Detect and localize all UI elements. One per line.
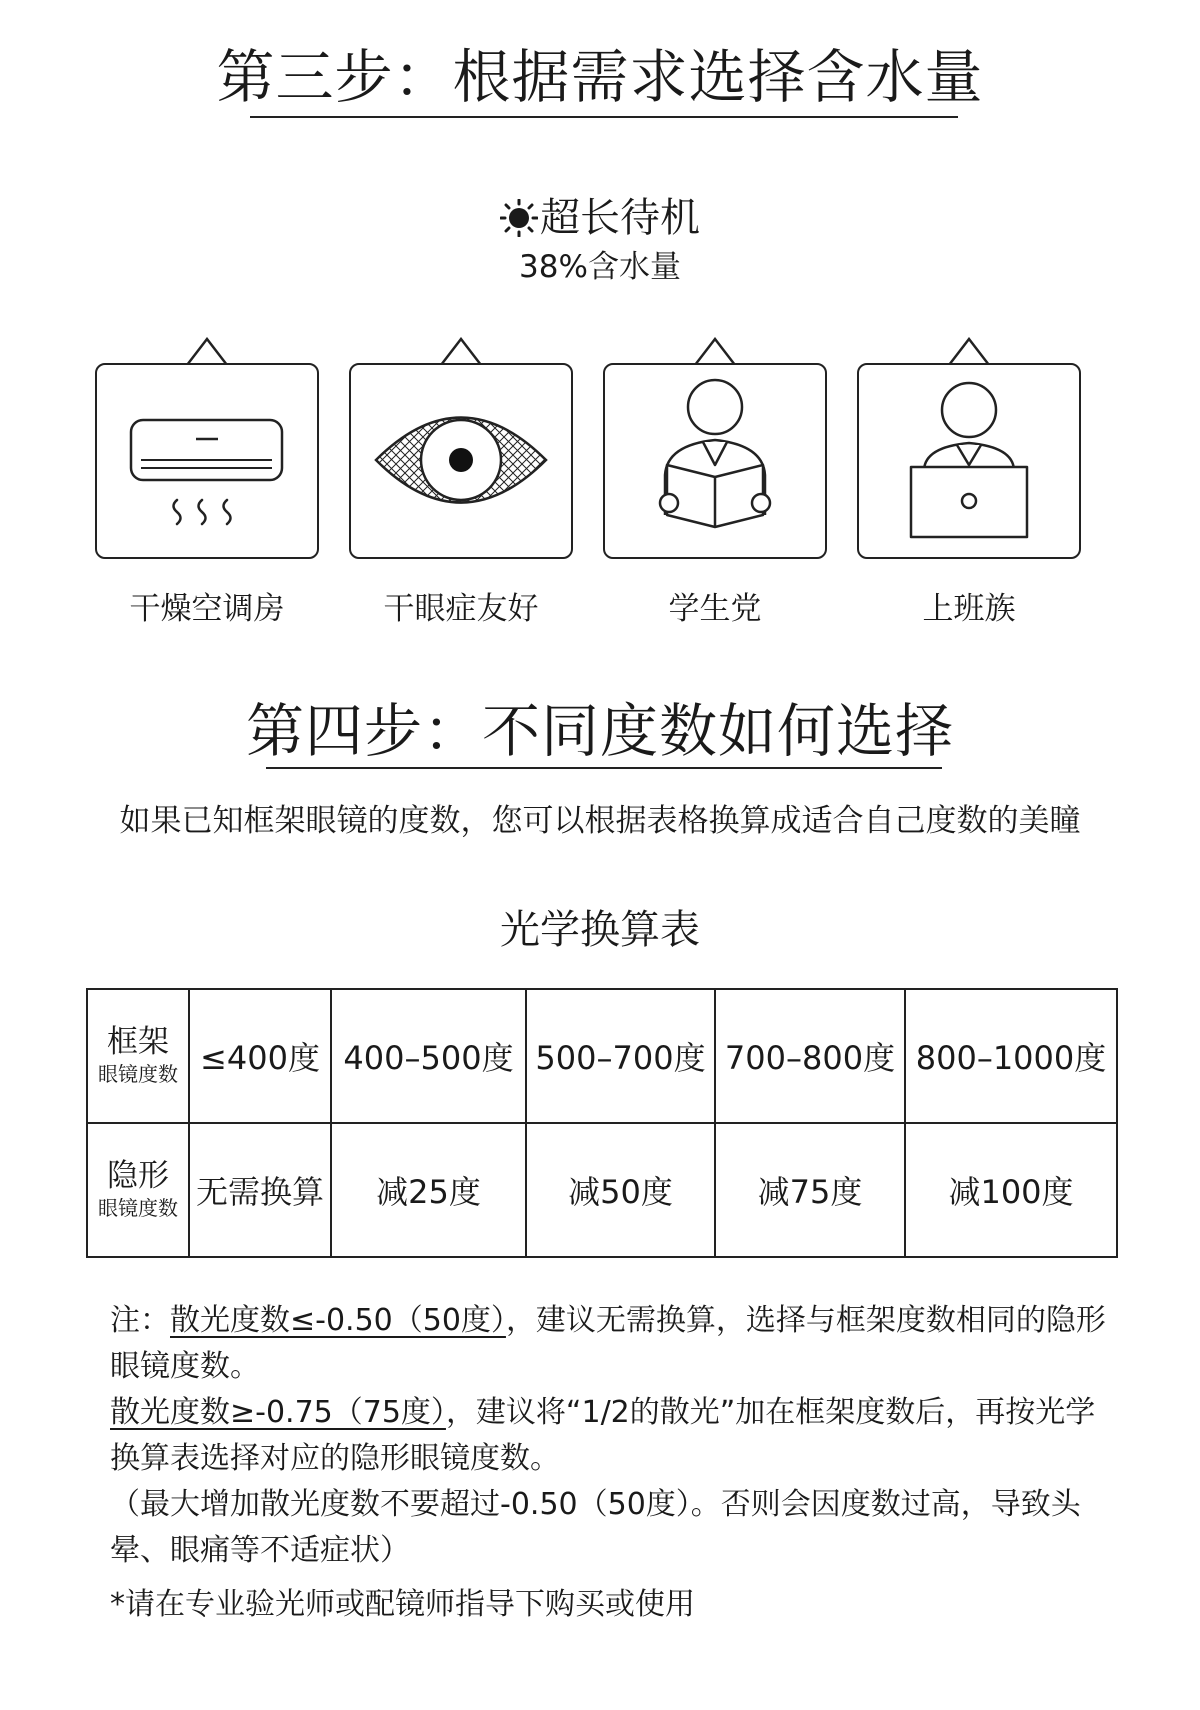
- note-3: （最大增加散光度数不要超过-0.50（50度）。否则会因度数过高，导致头晕、眼痛等不适症状）: [110, 1487, 1081, 1568]
- note-2-underlined: 散光度数≥-0.75（75度）: [110, 1395, 446, 1430]
- table-cell: 500–700度: [526, 989, 715, 1123]
- row-header-sub: 眼镜度数: [98, 1195, 178, 1220]
- student-reading-icon: [605, 365, 824, 556]
- sun-icon: [500, 199, 538, 237]
- step4-title: 第四步：不同度数如何选择: [245, 697, 954, 765]
- step4-title-underline: [266, 767, 942, 769]
- card-label: 学生党: [668, 591, 762, 627]
- table-cell: 800–1000度: [905, 989, 1117, 1123]
- table-row: [87, 1123, 1117, 1257]
- table-cell: 400–500度: [331, 989, 526, 1123]
- note-1: [110, 1298, 1110, 1390]
- card-student: [603, 363, 827, 559]
- note-1-underlined: 散光度数≤-0.50（50度）: [170, 1303, 506, 1338]
- conversion-table: [86, 988, 1118, 1258]
- table-cell: 减50度: [526, 1123, 715, 1257]
- note-2: [110, 1390, 1110, 1482]
- card-label: 干燥空调房: [129, 591, 285, 627]
- table-cell: 减25度: [331, 1123, 526, 1257]
- step3-title-underline: [250, 116, 958, 118]
- table-cell: 减75度: [715, 1123, 905, 1257]
- table-row: [87, 989, 1117, 1123]
- mode-subtitle: 38%含水量: [519, 249, 681, 285]
- row-header-sub: 眼镜度数: [98, 1061, 178, 1086]
- row-header-main: 隐形: [107, 1158, 169, 1195]
- intro-text: 如果已知框架眼镜的度数，您可以根据表格换算成适合自己度数的美瞳: [119, 803, 1081, 839]
- note-prefix: 注：: [110, 1303, 170, 1338]
- card-dry-eye-friendly: [349, 363, 573, 559]
- table-title: 光学换算表: [500, 907, 700, 953]
- card-label: 干眼症友好: [383, 591, 539, 627]
- card-label: 上班族: [922, 591, 1016, 627]
- air-conditioner-icon: [97, 365, 316, 556]
- note-2-text: ，建议将“1/2的散光”加在框架度数后，再按光学换算表选择对应的隐形眼镜度数。: [110, 1395, 1096, 1476]
- row-header: [87, 989, 189, 1123]
- table-cell: ≤400度: [189, 989, 331, 1123]
- table-cell: 无需换算: [189, 1123, 331, 1257]
- card-office-worker: [857, 363, 1081, 559]
- row-header-main: 框架: [107, 1024, 169, 1061]
- table-cell: 减100度: [905, 1123, 1117, 1257]
- step3-title: 第三步：根据需求选择含水量: [216, 43, 984, 111]
- table-cell: 700–800度: [715, 989, 905, 1123]
- mode-title-text: 超长待机: [540, 195, 700, 241]
- office-worker-laptop-icon: [859, 365, 1078, 556]
- note-1-text: ，建议无需换算，选择与框架度数相同的隐形眼镜度数。: [110, 1303, 1106, 1384]
- row-header: [87, 1123, 189, 1257]
- footer-note: *请在专业验光师或配镜师指导下购买或使用: [110, 1587, 695, 1622]
- mode-title: [0, 195, 1200, 241]
- notes: [110, 1298, 1110, 1574]
- eye-icon: [351, 365, 570, 556]
- card-dry-ac-room: [95, 363, 319, 559]
